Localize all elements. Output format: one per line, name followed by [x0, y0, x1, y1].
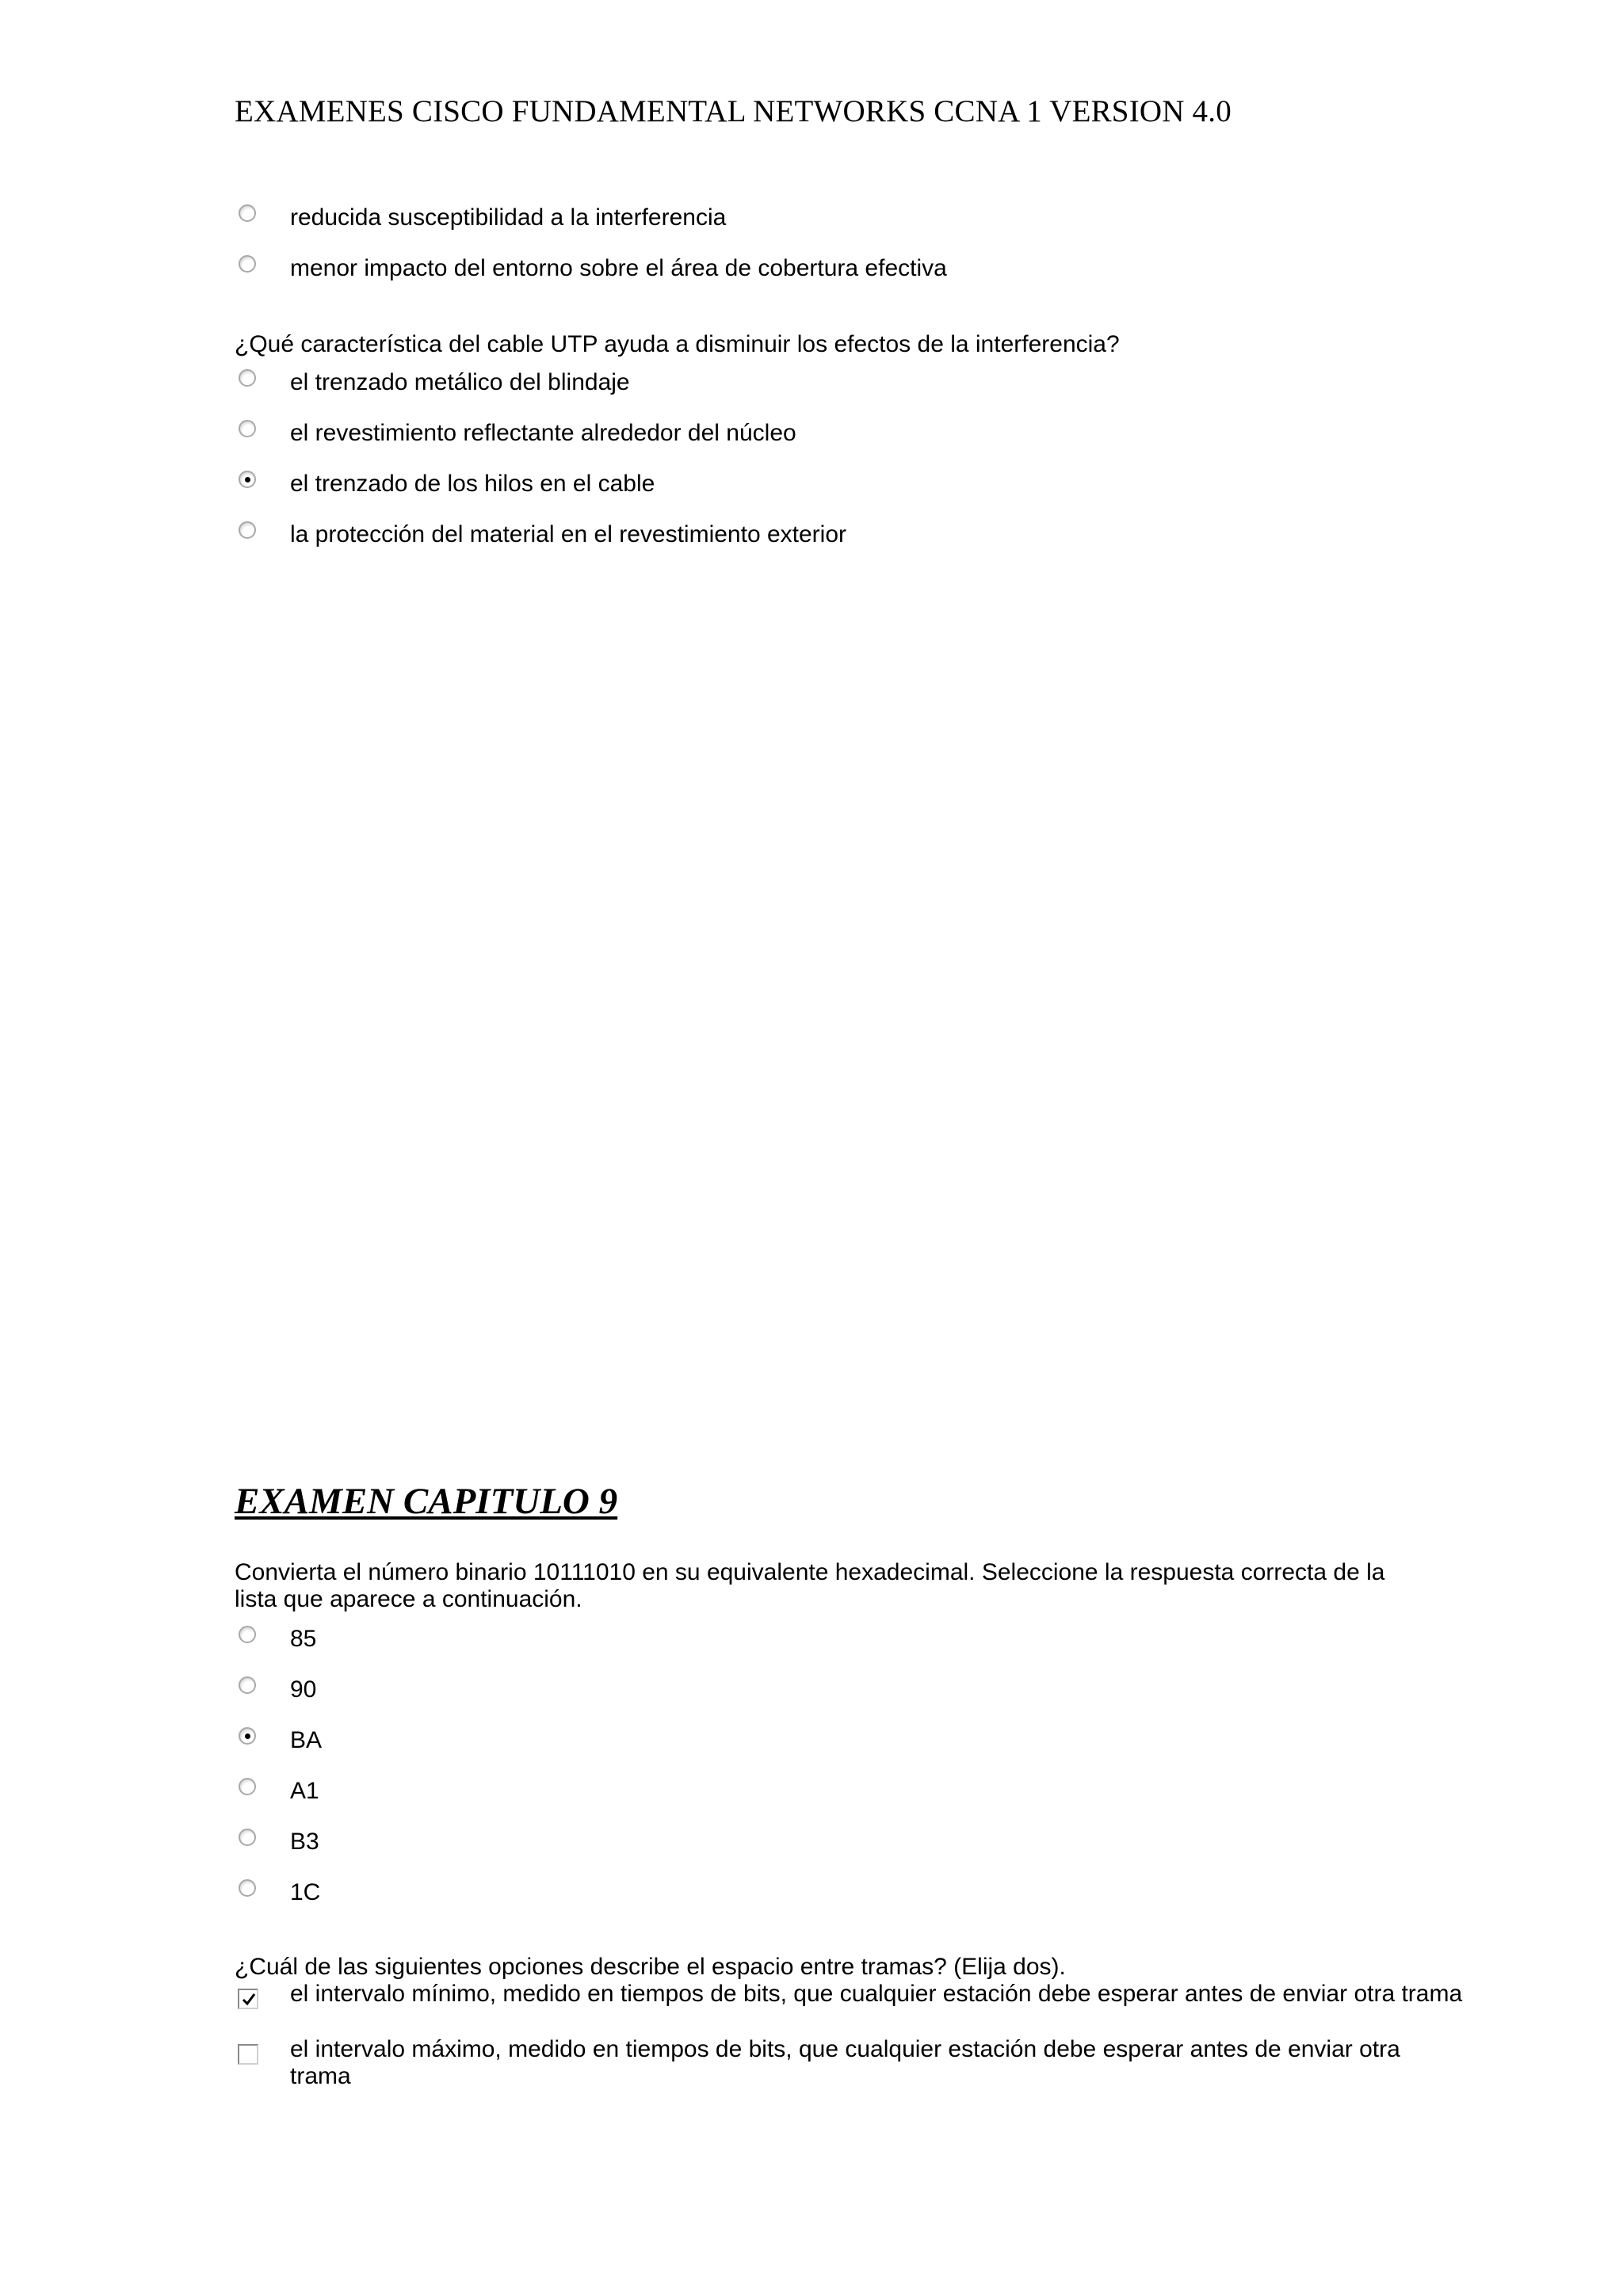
option-label: BA [290, 1727, 323, 1753]
option-label: el trenzado de los hilos en el cable [290, 471, 655, 497]
radio-icon[interactable] [239, 1676, 256, 1694]
question-text: ¿Cuál de las siguientes opciones describe el espacio entre tramas? (Elija dos). [235, 1954, 1066, 1980]
option-label: el intervalo máximo, medido en tiempos de bits, que cualquier estación debe esperar antes de enviar otra trama [290, 2036, 1400, 2089]
radio-icon[interactable] [239, 1626, 256, 1643]
option-label: B3 [290, 1829, 319, 1855]
option-label: el revestimiento reflectante alrededor del núcleo [290, 420, 796, 446]
radio-icon[interactable] [239, 1829, 256, 1846]
option-label: reducida susceptibilidad a la interferencia [290, 204, 727, 231]
radio-selected-icon[interactable] [239, 1727, 256, 1745]
question-text: ¿Qué característica del cable UTP ayuda a disminuir los efectos de la interferencia? [235, 331, 1120, 357]
option-label: A1 [290, 1778, 319, 1804]
radio-selected-icon[interactable] [239, 471, 256, 488]
option-label: 1C [290, 1879, 321, 1905]
option-label: 90 [290, 1676, 317, 1703]
radio-icon[interactable] [239, 255, 256, 273]
option-label: la protección del material en el revestimiento exterior [290, 521, 846, 547]
radio-icon[interactable] [239, 1879, 256, 1897]
option-label: el trenzado metálico del blindaje [290, 369, 630, 395]
checkbox-icon[interactable] [238, 2044, 258, 2065]
radio-icon[interactable] [239, 420, 256, 437]
page-header: EXAMENES CISCO FUNDAMENTAL NETWORKS CCNA 1 VERSION 4.0 [235, 94, 1232, 128]
checkbox-checked-icon[interactable] [238, 1989, 258, 2009]
radio-icon[interactable] [239, 521, 256, 539]
radio-icon[interactable] [239, 204, 256, 222]
option-label: menor impacto del entorno sobre el área de cobertura efectiva [290, 255, 947, 281]
section-title: EXAMEN CAPITULO 9 [235, 1481, 618, 1522]
option-label: 85 [290, 1626, 317, 1652]
radio-icon[interactable] [239, 1778, 256, 1795]
option-label: el intervalo mínimo, medido en tiempos de bits, que cualquier estación debe esperar antes de enviar otra trama [290, 1981, 1463, 2007]
checkmark-icon [241, 1992, 257, 2008]
question-text: Convierta el número binario 10111010 en su equivalente hexadecimal. Seleccione la respuesta correcta de la lista que aparece a continuación. [235, 1559, 1385, 1612]
radio-icon[interactable] [239, 369, 256, 387]
